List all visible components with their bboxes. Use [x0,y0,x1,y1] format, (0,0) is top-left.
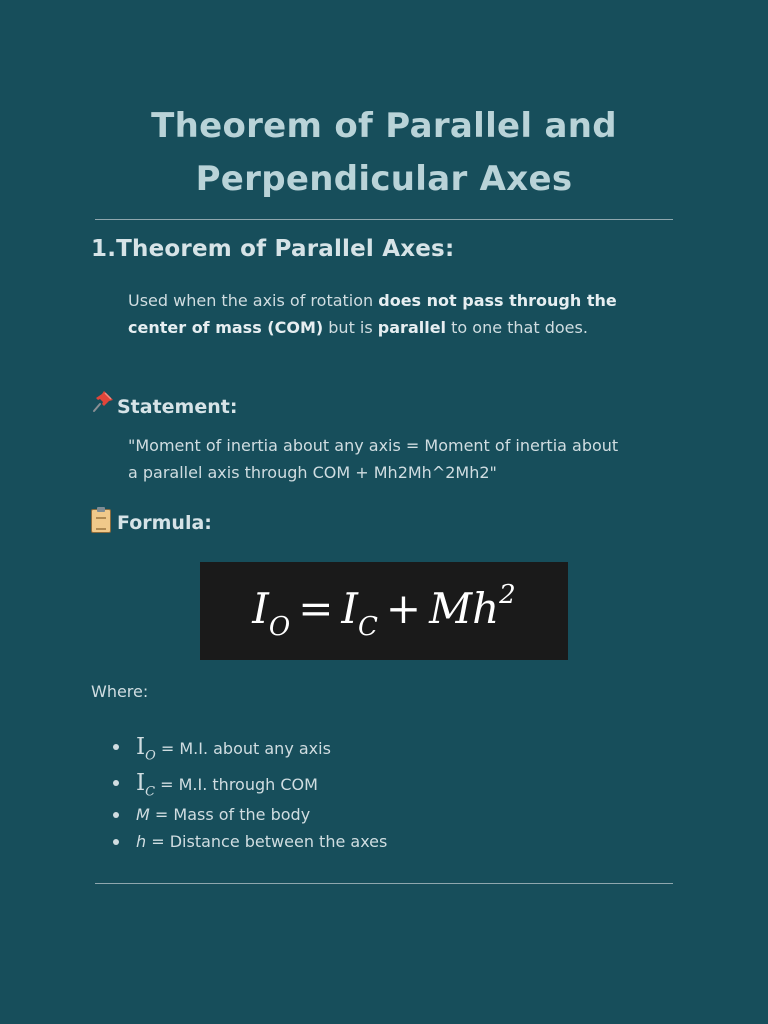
formula-image [200,562,568,660]
formula-rhs2: Mh [429,584,500,633]
intro-text-3: to one that does. [446,317,588,337]
page-title [0,100,768,206]
formula-lhs-sub: O [268,612,291,642]
intro-text-2: but is [323,317,378,337]
statement-heading [91,389,237,418]
formula-heading [91,509,212,534]
formula-rhs1: I [341,584,358,633]
title-line-1: Theorem of Parallel and [151,106,617,146]
pushpin-icon [91,389,117,418]
formula-lhs: I [252,584,269,633]
where-label: Where: [91,682,149,701]
definition-text: = M.I. through COM [155,775,318,794]
formula-equals: = [298,584,334,633]
list-item [113,801,387,828]
intro-bold-2: parallel [377,317,447,337]
symbol-m: M [136,805,150,824]
definition-text: = Distance between the axes [146,832,388,851]
definition-text: = Mass of the body [149,805,311,824]
intro-text-1: Used when the axis of rotation [128,291,379,310]
parallel-axis-formula [252,580,515,642]
formula-plus: + [385,584,422,633]
formula-heading-text: Formula: [117,512,212,534]
statement-quote: "Moment of inertia about any axis = Moment of inertia about a parallel axis through COM + Mh2Mh^2Mh2" [128,436,619,482]
symbol-io: $I_O$ [136,734,156,764]
formula-rhs1-sub: C [358,612,378,642]
symbol-ic: $I_C$ [136,770,156,800]
definition-text: = M.I. about any axis [155,739,331,758]
symbol-h: h [136,832,147,851]
list-item [113,828,387,855]
list-item [113,729,387,765]
intro-paragraph [128,288,618,341]
formula-rhs2-sup: 2 [499,580,516,610]
list-item [113,765,387,801]
definitions-list [113,729,387,855]
title-line-2: Perpendicular Axes [195,159,573,199]
statement-heading-text: Statement: [117,396,238,418]
divider-bottom [95,883,673,884]
intro-bold-1: does not pass through the center of mass (COM) [128,291,617,337]
divider-top [95,219,673,220]
section-heading-parallel-axes: 1.Theorem of Parallel Axes: [91,236,455,262]
clipboard-icon [91,509,111,533]
